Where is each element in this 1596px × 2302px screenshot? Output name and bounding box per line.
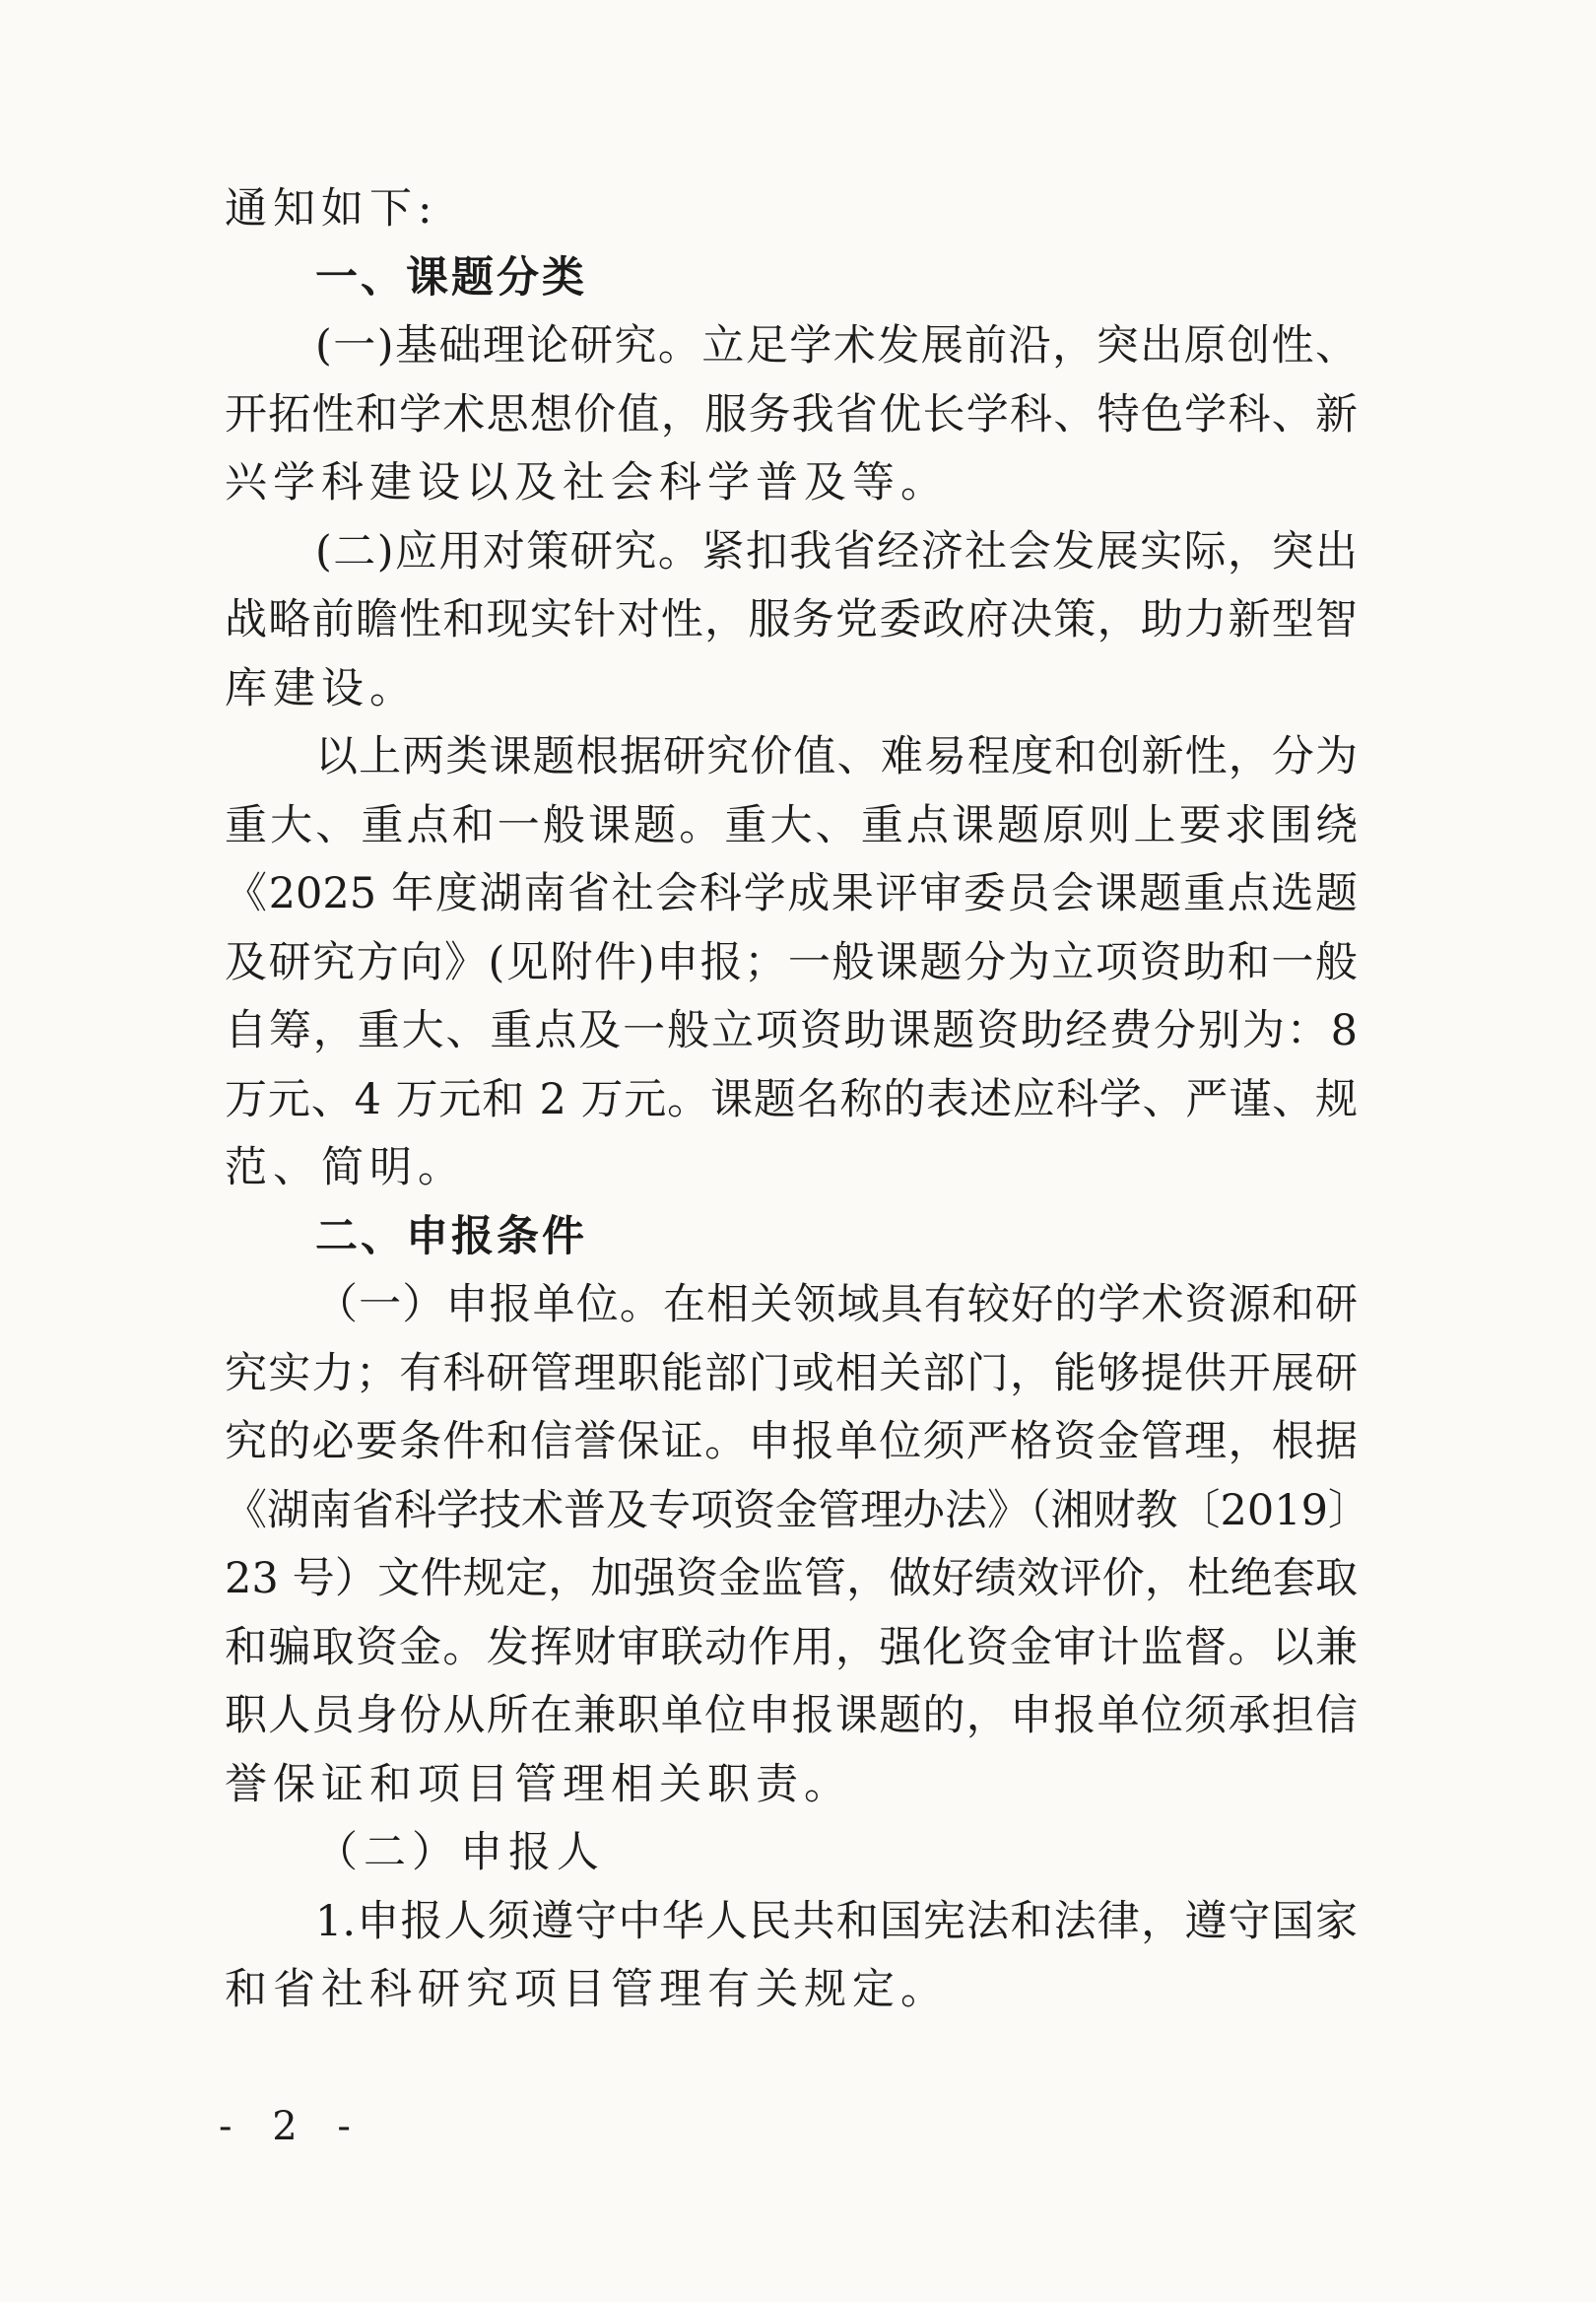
paragraph-line: 《湖南省科学技术普及专项资金管理办法》（湘财教〔2019〕 [225, 1485, 1370, 1535]
paragraph-line: 职人员身份从所在兼职单位申报课题的，申报单位须承担信 [225, 1691, 1358, 1740]
section-heading-1: 一、课题分类 [315, 252, 587, 303]
paragraph-line: 自筹，重大、重点及一般立项资助课题资助经费分别为：8 [225, 1006, 1358, 1055]
document-body [225, 175, 1370, 2025]
paragraph-line: （一）申报单位。在相关领域具有较好的学术资源和研 [315, 1280, 1358, 1329]
paragraph-line: 范、简明。 [225, 1143, 466, 1192]
paragraph-line: 誉保证和项目管理相关职责。 [225, 1759, 852, 1809]
paragraph-line: 库建设。 [225, 663, 418, 713]
subsection-heading: （二）申报人 [315, 1828, 605, 1877]
paragraph-line: 战略前瞻性和现实针对性，服务党委政府决策，助力新型智 [225, 595, 1358, 644]
paragraph-line: 及研究方向》(见附件)申报；一般课题分为立项资助和一般 [225, 937, 1358, 987]
paragraph-line: 1.申报人须遵守中华人民共和国宪法和法律，遵守国家 [315, 1896, 1358, 1946]
paragraph-line: (一)基础理论研究。立足学术发展前沿，突出原创性、 [315, 321, 1358, 371]
paragraph-line: 重大、重点和一般课题。重大、重点课题原则上要求围绕 [225, 800, 1358, 850]
paragraph-line: 究实力；有科研管理职能部门或相关部门，能够提供开展研 [225, 1348, 1358, 1398]
paragraph-line: 和省社科研究项目管理有关规定。 [225, 1965, 949, 2014]
section-heading-2: 二、申报条件 [315, 1211, 587, 1261]
paragraph-line: 23 号）文件规定，加强资金监管，做好绩效评价，杜绝套取 [225, 1554, 1358, 1603]
paragraph-line: (二)应用对策研究。紧扣我省经济社会发展实际，突出 [315, 526, 1358, 576]
paragraph-line: 《2025 年度湖南省社会科学成果评审委员会课题重点选题 [225, 869, 1358, 918]
page-number: - 2 - [219, 2104, 365, 2149]
paragraph-line: 和骗取资金。发挥财审联动作用，强化资金审计监督。以兼 [225, 1622, 1358, 1672]
paragraph-line: 兴学科建设以及社会科学普及等。 [225, 458, 949, 508]
paragraph-line: 开拓性和学术思想价值，服务我省优长学科、特色学科、新 [225, 389, 1358, 440]
paragraph-line: 通知如下: [225, 184, 438, 234]
paragraph-line: 万元、4 万元和 2 万元。课题名称的表述应科学、严谨、规 [225, 1074, 1358, 1124]
paragraph-line: 以上两类课题根据研究价值、难易程度和创新性，分为 [315, 732, 1358, 781]
paragraph-line: 究的必要条件和信誉保证。申报单位须严格资金管理，根据 [225, 1417, 1358, 1466]
